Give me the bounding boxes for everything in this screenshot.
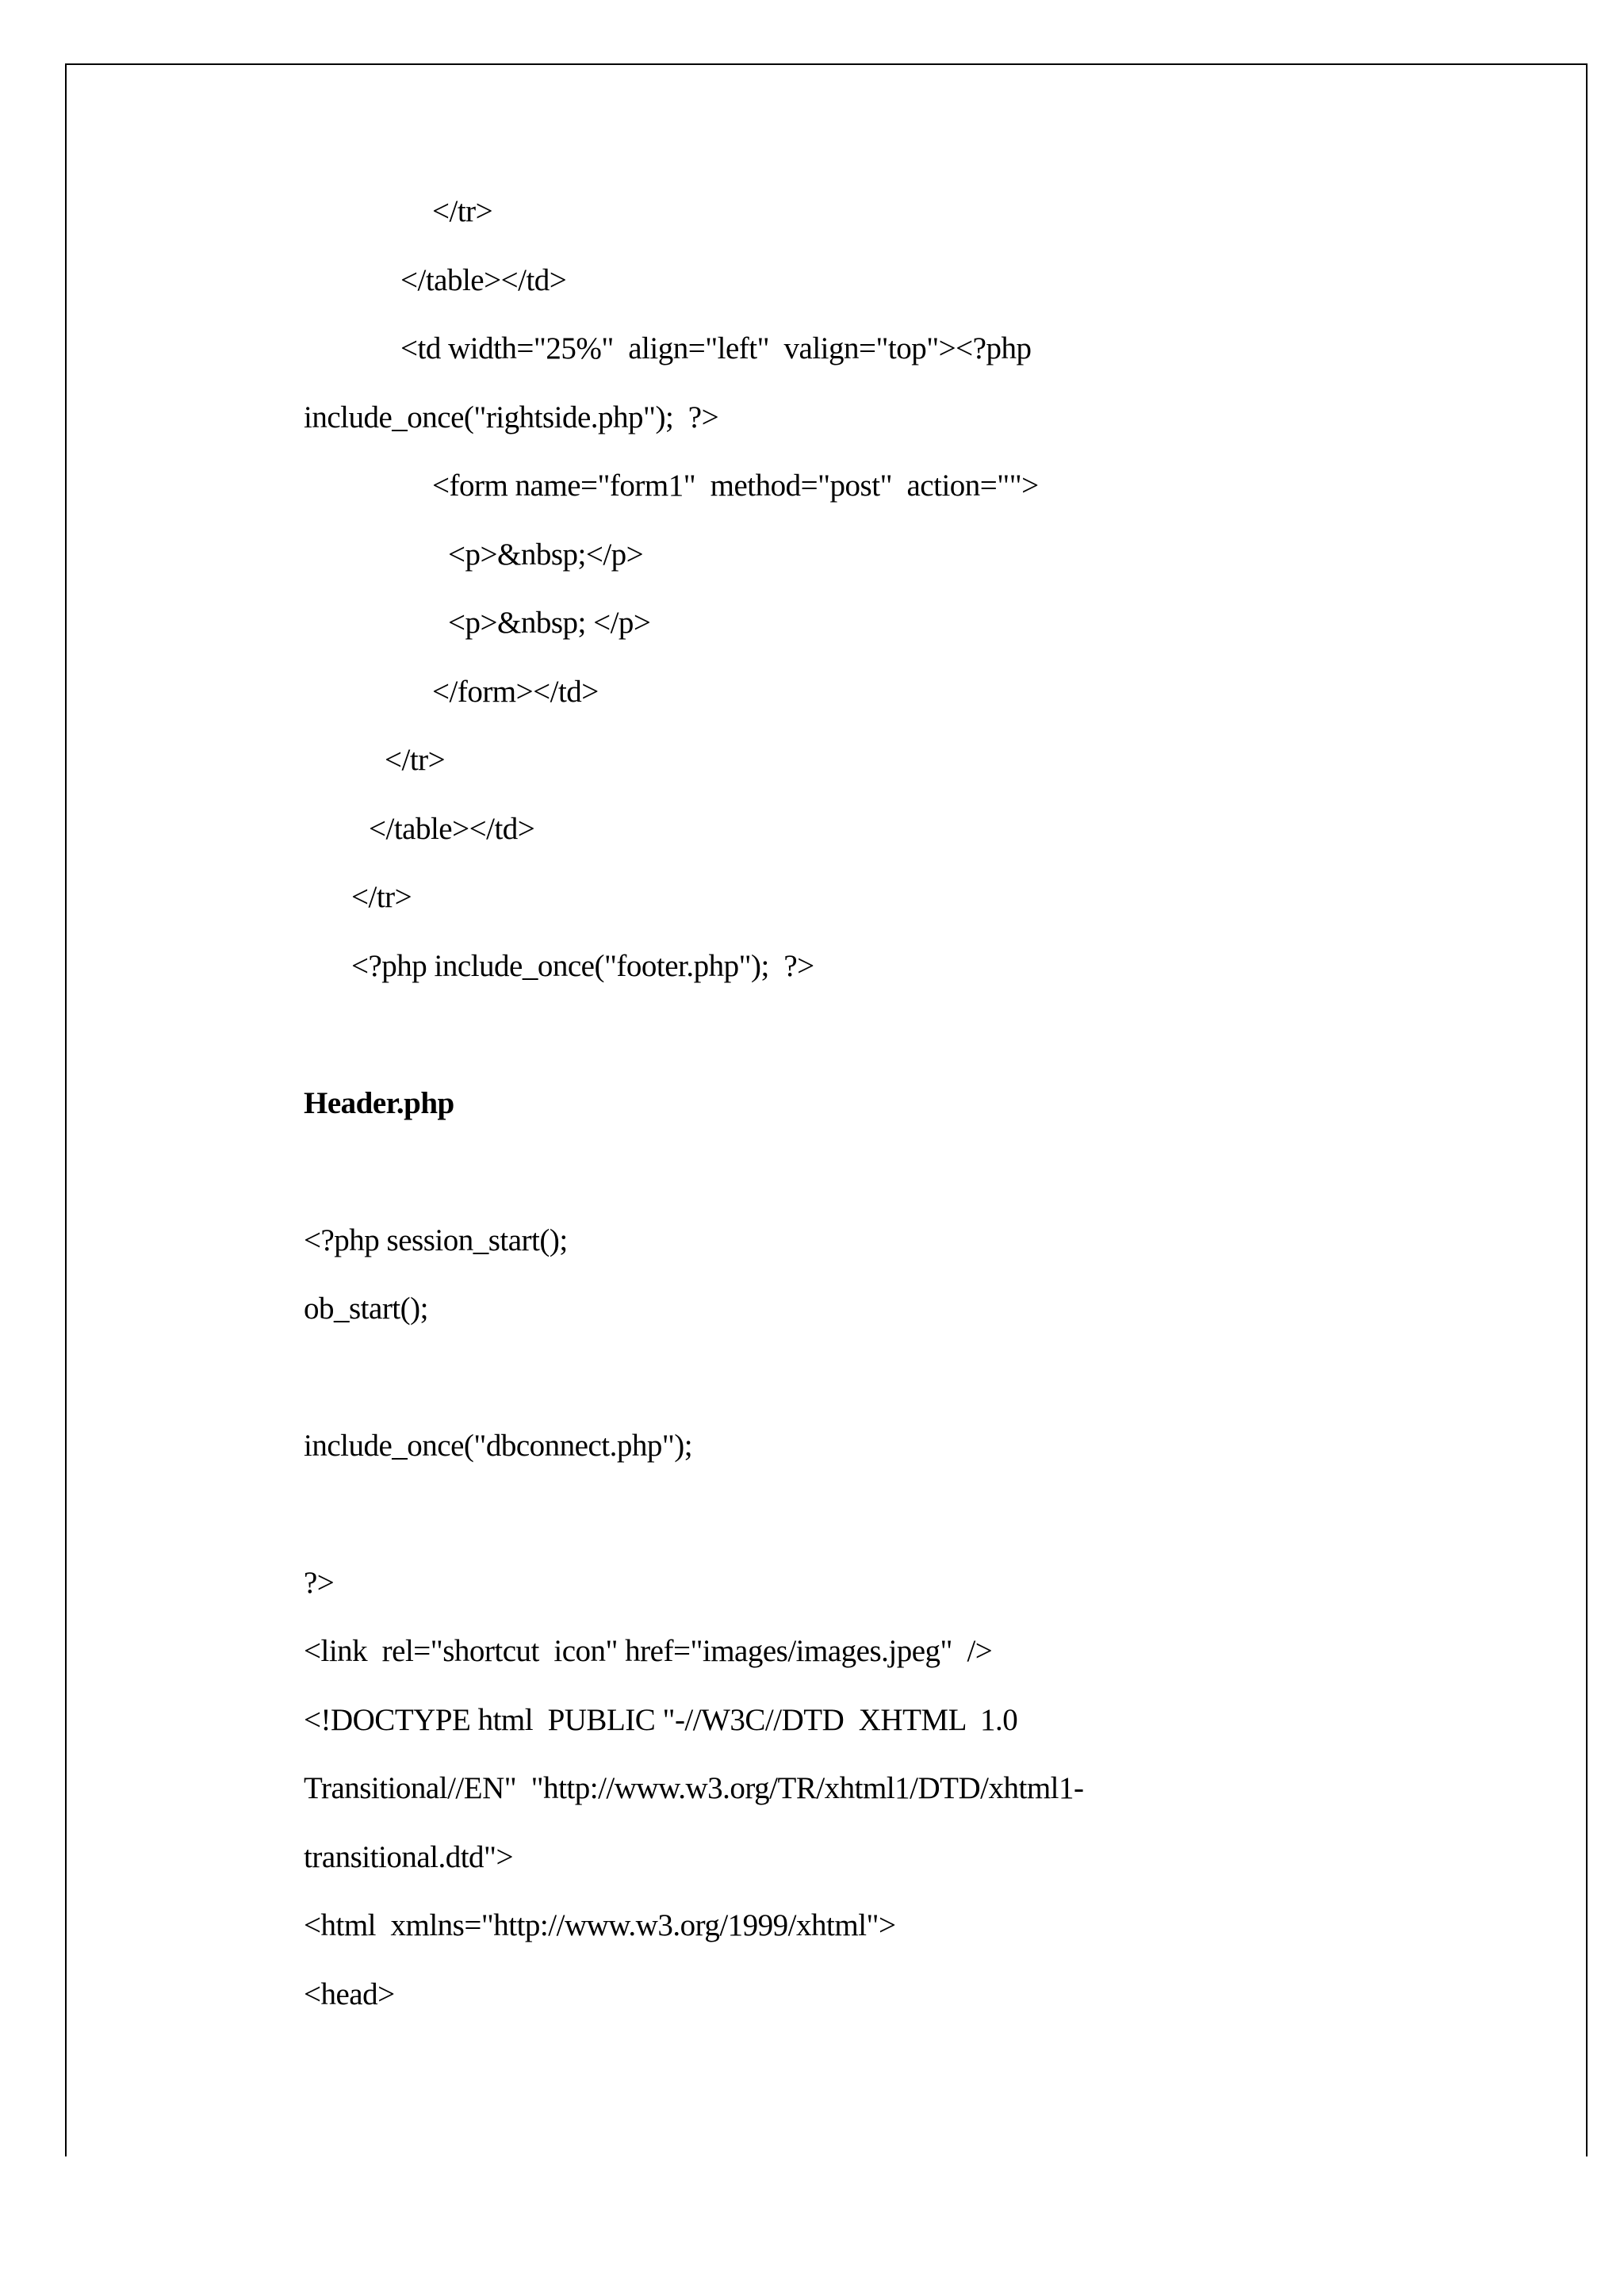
code-line: </tr> bbox=[385, 743, 446, 777]
code-line: </tr> bbox=[432, 194, 493, 228]
code-line: ob_start(); bbox=[304, 1292, 428, 1326]
code-line: <form name="form1" method="post" action=""> bbox=[432, 469, 1039, 503]
code-line: <?php session_start(); bbox=[304, 1223, 568, 1257]
code-line: <!DOCTYPE html PUBLIC "-//W3C//DTD XHTML 1.0 bbox=[304, 1703, 1018, 1737]
code-line: </table></td> bbox=[400, 263, 567, 297]
code-line: <p>&nbsp; </p> bbox=[448, 606, 651, 640]
code-line: transitional.dtd"> bbox=[304, 1840, 513, 1874]
code-line: </form></td> bbox=[432, 675, 599, 709]
code-line: <td width="25%" align="left" valign="top"><?php bbox=[400, 331, 1032, 365]
code-line: include_once("dbconnect.php"); bbox=[304, 1429, 693, 1463]
code-line: ?> bbox=[304, 1566, 335, 1600]
section-heading: Header.php bbox=[304, 1086, 454, 1120]
code-line: <link rel="shortcut icon" href="images/images.jpeg" /> bbox=[304, 1634, 993, 1668]
code-line: </table></td> bbox=[369, 812, 535, 846]
code-line: </tr> bbox=[351, 880, 412, 914]
code-line: include_once("rightside.php"); ?> bbox=[304, 400, 719, 434]
page-border bbox=[65, 63, 1588, 2156]
code-line: Transitional//EN" "http://www.w3.org/TR/xhtml1/DTD/xhtml1- bbox=[304, 1771, 1084, 1805]
code-line: <?php include_once("footer.php"); ?> bbox=[351, 949, 814, 983]
code-line: <head> bbox=[304, 1977, 395, 2011]
code-line: <html xmlns="http://www.w3.org/1999/xhtml"> bbox=[304, 1908, 896, 1942]
code-line: <p>&nbsp;</p> bbox=[448, 538, 644, 572]
